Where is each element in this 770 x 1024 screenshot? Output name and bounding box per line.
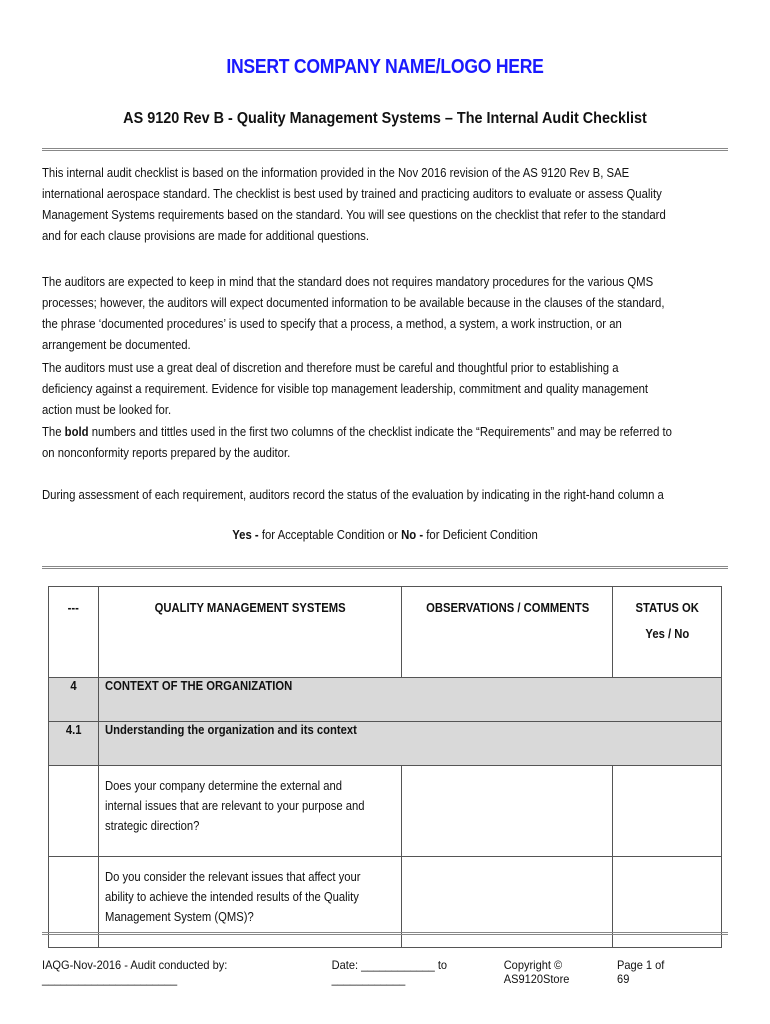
- footer-date: Date: ____________ to ____________: [331, 958, 448, 986]
- audit-checklist-table: [48, 586, 722, 948]
- header-col-status: [613, 587, 722, 678]
- yes-label: Yes -: [232, 528, 259, 542]
- section-number: 4: [49, 678, 99, 722]
- header-col-observations: OBSERVATIONS / COMMENTS: [402, 587, 613, 678]
- p4-prefix: The: [42, 425, 65, 439]
- page-footer: [42, 958, 673, 986]
- table-header-row: [49, 587, 722, 678]
- intro-paragraph-2: The auditors are expected to keep in mind that the standard does not requires mandatory procedures for the various QMS processes; however, the auditors will expect documented information to be available because in the clauses of the standard, the phrase ‘documented procedures’ is used to specify that a process, a method, a system, a work instruction, or an arrangement be documented.: [42, 275, 665, 352]
- company-name-placeholder: INSERT COMPANY NAME/LOGO HERE: [226, 56, 544, 78]
- footer-page-number: Page 1 of 69: [617, 958, 665, 986]
- document-title: AS 9120 Rev B - Quality Management Systems – The Internal Audit Checklist: [123, 110, 647, 127]
- intro-paragraph-4: [42, 422, 672, 464]
- header-divider: [42, 148, 728, 151]
- table-row: [49, 766, 722, 857]
- status-legend: [39, 528, 732, 542]
- yes-text: for Acceptable Condition or: [258, 528, 402, 542]
- status-ok-label: STATUS OK: [635, 601, 699, 615]
- question-text: Does your company determine the external and internal issues that are relevant to your purpose and strategic direction?: [105, 779, 365, 833]
- p4-rest: numbers and tittles used in the first two columns of the checklist indicate the “Requirements” and may be referred to on nonconformity reports prepared by the auditor.: [42, 425, 672, 460]
- subsection-number: 4.1: [49, 722, 99, 766]
- legend-divider: [42, 566, 728, 569]
- footer-auditor: IAQG-Nov-2016 - Audit conducted by: ______________________: [42, 958, 228, 986]
- intro-paragraph-3: The auditors must use a great deal of discretion and therefore must be careful and thoughtful prior to establishing a deficiency against a requirement. Evidence for visible top management leadership, commitment and quality management action must be looked for.: [42, 361, 649, 417]
- question-number-cell: [49, 766, 99, 857]
- question-text: Do you consider the relevant issues that affect your ability to achieve the intended results of the Quality Management System (QMS)?: [105, 870, 362, 924]
- no-label: No -: [401, 528, 424, 542]
- header-col-number: ---: [49, 587, 99, 678]
- intro-paragraph-1: This internal audit checklist is based on the information provided in the Nov 2016 revision of the AS 9120 Rev B, SAE international aerospace standard. The checklist is best used by trained and practicing auditors to evaluate or assess Quality Management Systems requirements based on the standard. You will see questions on the checklist that refer to the standard and for each clause provisions are made for additional questions.: [42, 166, 666, 243]
- status-yes-no-label: Yes / No: [645, 627, 690, 641]
- no-text: for Deficient Condition: [423, 528, 538, 542]
- section-row: [49, 678, 722, 722]
- header-col-qms: QUALITY MANAGEMENT SYSTEMS: [99, 587, 402, 678]
- footer-divider: [42, 932, 728, 935]
- subsection-title: Understanding the organization and its context: [99, 722, 722, 766]
- footer-copyright: Copyright © AS9120Store: [503, 958, 570, 986]
- status-cell[interactable]: [613, 766, 722, 857]
- question-cell: [99, 766, 402, 857]
- observations-cell[interactable]: [402, 766, 613, 857]
- subsection-row: [49, 722, 722, 766]
- section-title: CONTEXT OF THE ORGANIZATION: [99, 678, 722, 722]
- intro-paragraph-5: During assessment of each requirement, auditors record the status of the evaluation by indicating in the right-hand column a: [42, 488, 664, 502]
- p4-bold-word: bold: [64, 425, 89, 439]
